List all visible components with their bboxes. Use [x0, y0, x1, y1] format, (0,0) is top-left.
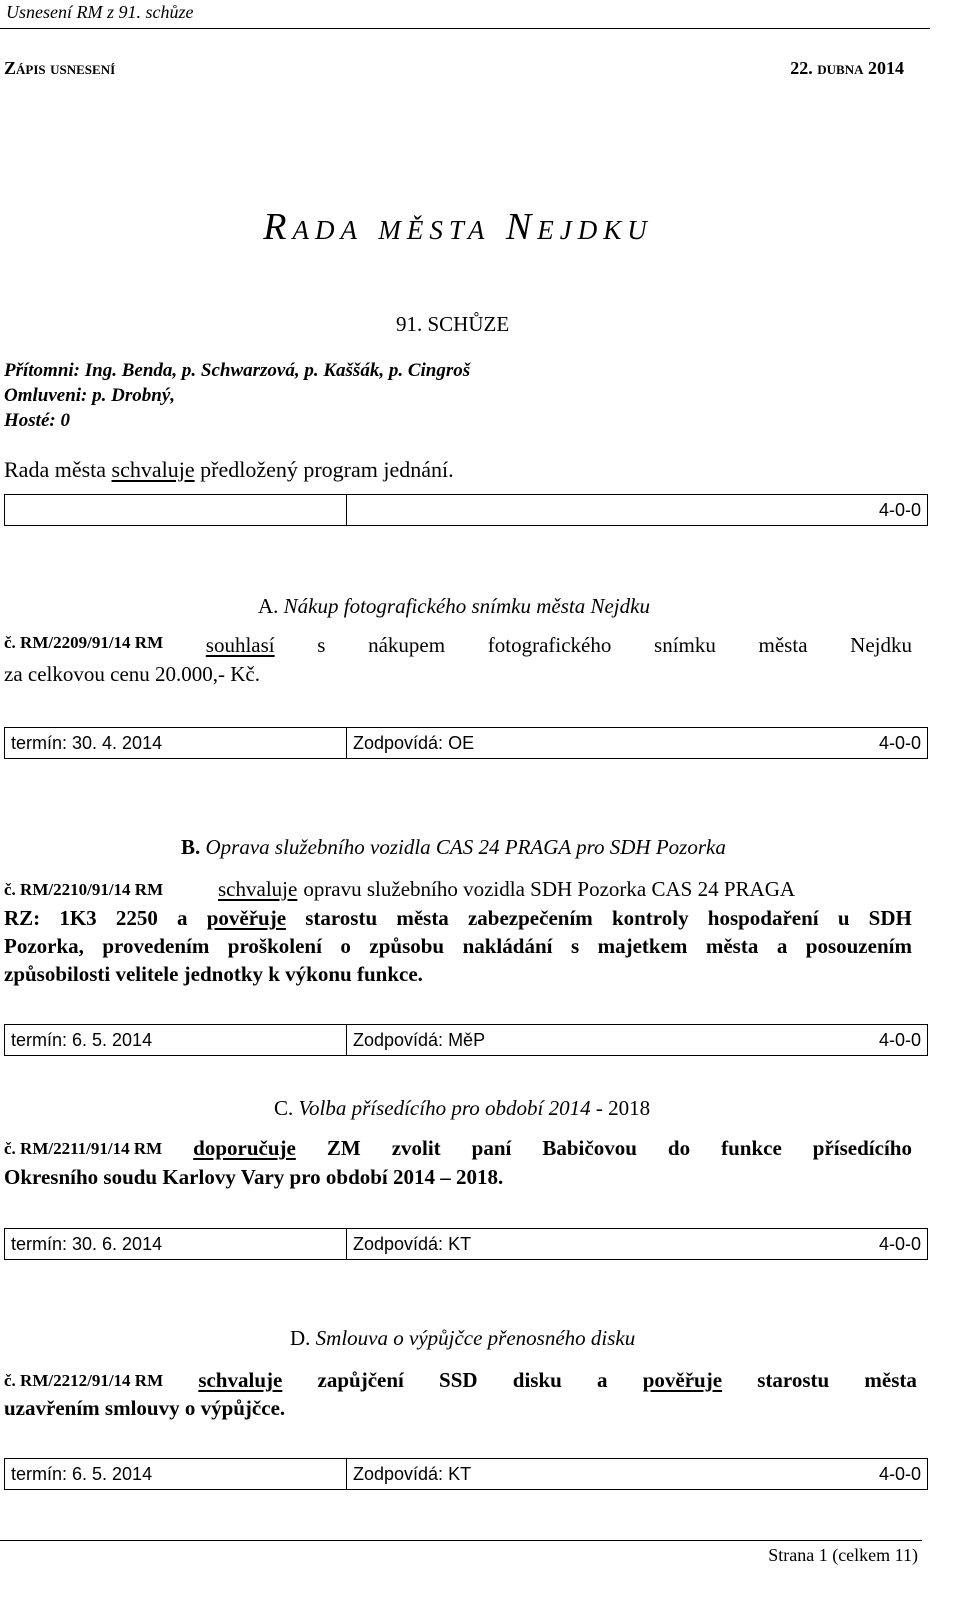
- vote-count: 4-0-0: [878, 1234, 921, 1254]
- word: RZ:: [4, 906, 41, 930]
- attendance-guests: Hosté: 0: [4, 410, 70, 431]
- word: Pozorka,: [4, 934, 84, 958]
- word: majetkem: [597, 934, 688, 958]
- footer-rule: [0, 1540, 922, 1541]
- word: nakládání: [462, 934, 553, 958]
- resolution-number: č. RM/2212/91/14 RM: [4, 1371, 164, 1390]
- word: snímku: [654, 633, 716, 657]
- word: hospodaření: [707, 906, 819, 930]
- resolution-line: [4, 633, 912, 658]
- responsibility-row: [4, 1228, 928, 1260]
- resolution-verb: doporučuje: [193, 1136, 296, 1160]
- word: nákupem: [368, 633, 446, 657]
- word: a: [776, 934, 788, 958]
- program-statement: [4, 457, 454, 483]
- word: Babičovou: [542, 1136, 637, 1160]
- responsible: Zodpovídá: KT: [353, 1234, 472, 1254]
- deadline: termín: 30. 6. 2014: [5, 1229, 347, 1259]
- section-b-heading: [181, 835, 726, 860]
- responsibility-row: [4, 727, 928, 759]
- program-vote-row: [4, 494, 928, 526]
- program-text-after: předložený program jednání.: [194, 457, 454, 482]
- word: SSD: [439, 1368, 478, 1392]
- program-empty-cell-2: [347, 495, 847, 525]
- section-d-heading: [290, 1326, 635, 1351]
- word: zvolit: [391, 1136, 441, 1160]
- responsible: Zodpovídá: MěP: [353, 1030, 486, 1050]
- word: SDH: [868, 906, 912, 930]
- word: zapůjčení: [317, 1368, 404, 1392]
- word: Nejdku: [850, 633, 912, 657]
- resolution-line: [4, 1134, 912, 1163]
- resolution-text: opravu služebního vozidla SDH Pozorka CAS 24 PRAGA: [303, 877, 796, 901]
- resolution-number: č. RM/2209/91/14 RM: [4, 633, 164, 652]
- word: města: [864, 1368, 917, 1392]
- resolution-line-3: [4, 932, 912, 961]
- responsibility-row: [4, 1458, 928, 1490]
- section-title: Oprava služebního vozidla CAS 24 PRAGA pro SDH Pozorka: [205, 835, 726, 859]
- deadline: termín: 6. 5. 2014: [5, 1459, 347, 1489]
- word: do: [667, 1136, 691, 1160]
- vote-count: 4-0-0: [878, 1030, 921, 1050]
- section-letter: A.: [258, 594, 279, 618]
- resolution-verb: souhlasí: [205, 633, 275, 657]
- word: provedením: [102, 934, 210, 958]
- word: kontroly: [611, 906, 689, 930]
- page-title-text: Rada města Nejdku: [263, 206, 653, 248]
- program-text-before: Rada města: [4, 457, 112, 482]
- resolution-number: č. RM/2211/91/14 RM: [4, 1139, 163, 1158]
- word: funkce: [721, 1136, 782, 1160]
- session-number: 91. SCHŮZE: [396, 312, 510, 336]
- word: města: [705, 934, 759, 958]
- deadline: termín: 30. 4. 2014: [5, 728, 347, 758]
- responsible: Zodpovídá: KT: [353, 1464, 472, 1484]
- section-title: Nákup fotografického snímku města Nejdku: [283, 594, 650, 618]
- attendance-present: Přítomni: Ing. Benda, p. Schwarzová, p. Kaššák, p. Cingroš: [4, 360, 471, 381]
- section-title: Volba přísedícího pro období 2014: [298, 1096, 591, 1120]
- resolution-line-2: uzavřením smlouvy o výpůjčce.: [4, 1396, 286, 1420]
- word: u: [837, 906, 850, 930]
- resolution-verb-2: pověřuje: [206, 906, 287, 930]
- vote-count: 4-0-0: [878, 500, 921, 520]
- section-letter: C.: [274, 1096, 294, 1120]
- section-letter: B.: [181, 835, 201, 859]
- resolution-number: č. RM/2210/91/14 RM: [4, 880, 164, 899]
- word: města: [396, 906, 449, 930]
- section-title: Smlouva o výpůjčce přenosného disku: [315, 1326, 636, 1350]
- word: s: [317, 633, 326, 657]
- document-title: Usnesení RM z 91. schůze: [6, 2, 194, 22]
- resolution-verb: schvaluje: [198, 1368, 283, 1392]
- word: a: [177, 906, 188, 930]
- responsible: Zodpovídá: OE: [353, 733, 475, 753]
- word: fotografického: [487, 633, 612, 657]
- resolution-verb-2: pověřuje: [642, 1368, 723, 1392]
- word: starostu: [757, 1368, 830, 1392]
- resolution-line-2: [4, 904, 912, 933]
- word: způsobu: [369, 934, 445, 958]
- word: paní: [471, 1136, 512, 1160]
- resolution-line-4: způsobilosti velitele jednotky k výkonu funkce.: [4, 962, 423, 986]
- header-left: Zápis usnesení: [4, 58, 116, 78]
- resolution-line: [4, 1366, 917, 1395]
- section-title-tail: - 2018: [590, 1096, 651, 1120]
- word: 1K3: [59, 906, 97, 930]
- resolution-line-2: za celkovou cenu 20.000,- Kč.: [4, 662, 260, 686]
- word: přísedícího: [812, 1136, 912, 1160]
- program-empty-cell: [5, 495, 347, 525]
- word: 2250: [115, 906, 158, 930]
- header-date: 22. dubna 2014: [790, 58, 904, 78]
- word: a: [597, 1368, 608, 1392]
- attendance-excused: Omluveni: p. Drobný,: [4, 385, 175, 406]
- page-title: [0, 205, 916, 249]
- section-letter: D.: [290, 1326, 311, 1350]
- header-rule: [0, 28, 930, 29]
- page-number: Strana 1 (celkem 11): [768, 1545, 918, 1565]
- word: disku: [512, 1368, 562, 1392]
- word: s: [570, 934, 580, 958]
- word: zabezpečením: [467, 906, 593, 930]
- vote-count: 4-0-0: [878, 1464, 921, 1484]
- deadline: termín: 6. 5. 2014: [5, 1025, 347, 1055]
- responsibility-row: [4, 1024, 928, 1056]
- vote-count: 4-0-0: [878, 733, 921, 753]
- section-c-heading: [274, 1096, 650, 1121]
- resolution-line: [4, 875, 912, 904]
- program-verb: schvaluje: [111, 457, 195, 482]
- section-a-heading: [258, 594, 650, 619]
- word: proškolení: [227, 934, 322, 958]
- word: posouzením: [805, 934, 912, 958]
- word: starostu: [305, 906, 378, 930]
- resolution-line-2: Okresního soudu Karlovy Vary pro období 2014 – 2018.: [4, 1165, 504, 1189]
- word: o: [340, 934, 351, 958]
- word: města: [758, 633, 808, 657]
- resolution-verb: schvaluje: [218, 877, 298, 901]
- word: ZM: [326, 1136, 361, 1160]
